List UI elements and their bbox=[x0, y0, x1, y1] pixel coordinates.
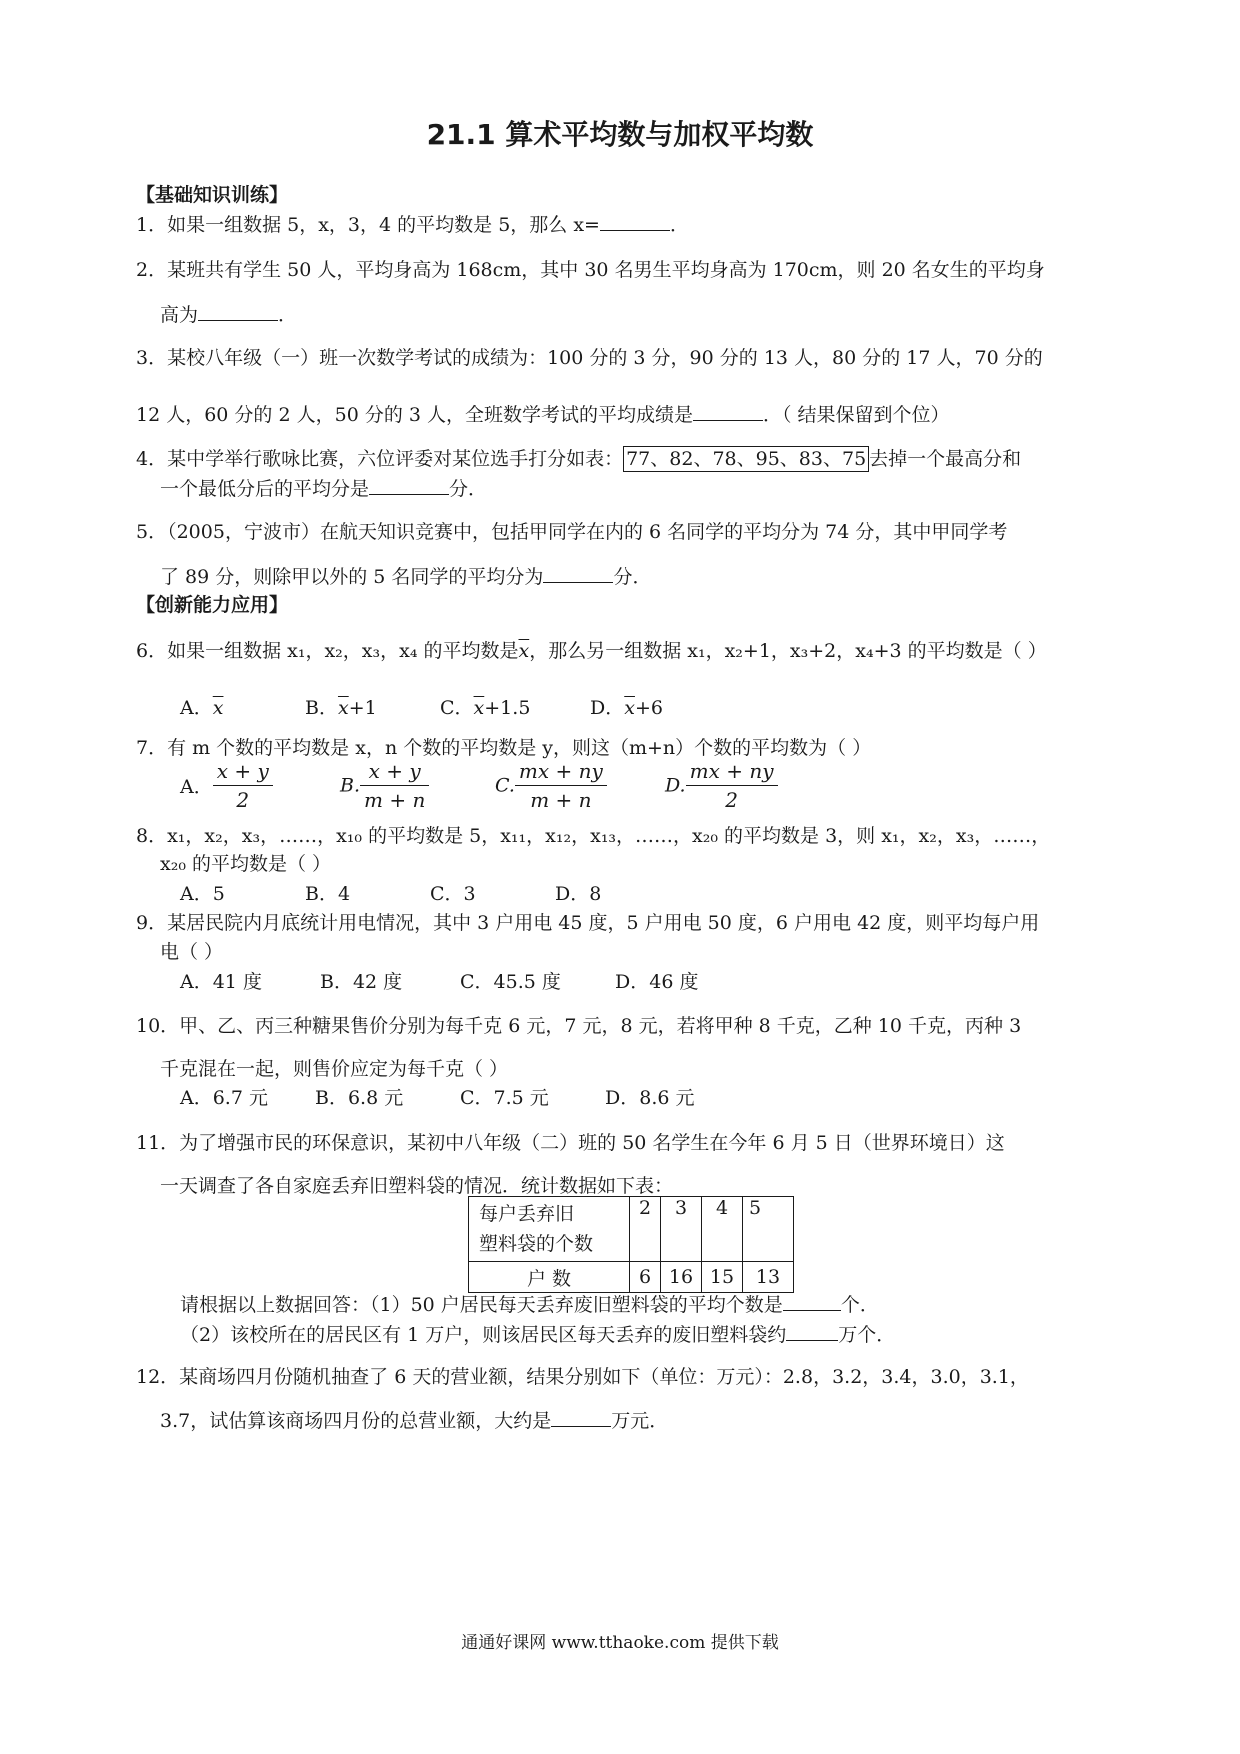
question-8-line-2: x₂₀ 的平均数是（ ） bbox=[160, 853, 332, 875]
question-3-line-2 bbox=[136, 400, 950, 427]
answer-blank bbox=[551, 1407, 611, 1427]
option-c: C．$\overline{x}+1.5$ bbox=[440, 697, 531, 719]
option-c: C. $\frac{mx + ny}{m + n}$ bbox=[495, 757, 665, 814]
option-c: C．45.5 度 bbox=[460, 971, 561, 993]
option-a: A．5 bbox=[180, 883, 225, 905]
question-12-line-2 bbox=[160, 1406, 668, 1433]
question-9-line-1: 9．某居民院内月底统计用电情况，其中 3 户用电 45 度，5 户用电 50 度，6 户用电 42 度，则平均每户用 bbox=[136, 912, 1040, 934]
question-11-sub-1 bbox=[180, 1290, 879, 1317]
table-cell: 6 bbox=[630, 1262, 661, 1293]
table-header-cell: 4 bbox=[702, 1197, 743, 1262]
question-3-text: 12 人，60 分的 2 人，50 分的 3 人，全班数学考试的平均成绩是 bbox=[136, 404, 693, 426]
question-4-text-2: 一个最低分后的平均分是 bbox=[160, 478, 370, 500]
question-4-text-tail: 去掉一个最高分和 bbox=[869, 448, 1022, 470]
option-b: B．$\overline{x}+1$ bbox=[305, 697, 377, 719]
question-8-line-1: 8．x₁，x₂，x₃，……，x₁₀ 的平均数是 5，x₁₁，x₁₂，x₁₃，……，x₂₀ 的平均数是 3，则 x₁，x₂，x₃，……， bbox=[136, 825, 1051, 847]
answer-blank bbox=[543, 563, 613, 583]
question-11-line-2: 一天调查了各自家庭丢弃旧塑料袋的情况．统计数据如下表： bbox=[160, 1175, 674, 1197]
question-2-text: 高为 bbox=[160, 304, 199, 326]
question-6-options bbox=[180, 693, 663, 720]
question-5-text: 了 89 分，则除甲以外的 5 名同学的平均分为 bbox=[160, 566, 544, 588]
answer-blank bbox=[198, 301, 278, 321]
question-10-options bbox=[180, 1083, 695, 1110]
table-cell: 13 bbox=[743, 1262, 794, 1293]
question-6 bbox=[136, 636, 1047, 663]
question-4-line-1 bbox=[136, 444, 1021, 471]
question-1-text: 1．如果一组数据 5，x，3，4 的平均数是 5，那么 x= bbox=[136, 214, 600, 236]
table-header-cell: 3 bbox=[661, 1197, 702, 1262]
option-a: A． $\frac{x + y}{2}$ bbox=[180, 757, 340, 814]
option-a: A．6.7 元 bbox=[180, 1087, 268, 1109]
answer-blank bbox=[693, 401, 763, 421]
question-5-unit: 分． bbox=[613, 566, 652, 588]
option-d: D．8.6 元 bbox=[605, 1087, 695, 1109]
question-6-text: 6．如果一组数据 x₁，x₂，x₃，x₄ 的平均数是 bbox=[136, 640, 519, 662]
answer-blank bbox=[600, 211, 670, 231]
question-11-sub-2-unit: 万个． bbox=[838, 1324, 896, 1346]
question-7: 7．有 m 个数的平均数是 x，n 个数的平均数是 y，则这（m+n）个数的平均数为（ ） bbox=[136, 737, 872, 759]
answer-blank bbox=[783, 1291, 841, 1311]
option-a: A．41 度 bbox=[180, 971, 262, 993]
option-b: B．42 度 bbox=[320, 971, 403, 993]
question-9-line-2: 电（ ） bbox=[160, 941, 224, 963]
question-4-line-2 bbox=[160, 474, 487, 501]
option-b: B．6.8 元 bbox=[315, 1087, 404, 1109]
table-header-cell: 2 bbox=[630, 1197, 661, 1262]
option-b: B. $\frac{x + y}{m + n}$ bbox=[340, 757, 495, 814]
page-title: 21.1 算术平均数与加权平均数 bbox=[426, 118, 814, 151]
question-2-line-1: 2．某班共有学生 50 人，平均身高为 168cm，其中 30 名男生平均身高为 170cm，则 20 名女生的平均身 bbox=[136, 259, 1045, 281]
question-5-line-2 bbox=[160, 562, 651, 589]
question-12-unit: 万元． bbox=[611, 1410, 669, 1432]
table-cell: 16 bbox=[661, 1262, 702, 1293]
answer-blank bbox=[369, 475, 449, 495]
question-8-options bbox=[180, 879, 601, 906]
table-cell: 15 bbox=[702, 1262, 743, 1293]
option-c: C．7.5 元 bbox=[460, 1087, 549, 1109]
section-advanced-heading: 【创新能力应用】 bbox=[136, 594, 289, 616]
question-11-sub-1-unit: 个． bbox=[840, 1294, 879, 1316]
question-2-line-2: 高为 ． bbox=[160, 300, 297, 327]
question-11-sub-2-text: （2）该校所在的居民区有 1 万户，则该居民区每天丢弃的废旧塑料袋约 bbox=[180, 1324, 787, 1346]
option-d: D. $\frac{mx + ny}{2}$ bbox=[665, 757, 778, 814]
question-5-line-1: 5．（2005，宁波市）在航天知识竞赛中，包括甲同学在内的 6 名同学的平均分为 74 分，其中甲同学考 bbox=[136, 521, 1008, 543]
table-row-label: 户 数 bbox=[469, 1262, 630, 1293]
question-10-line-2: 千克混在一起，则售价应定为每千克（ ） bbox=[160, 1058, 509, 1080]
question-1: 1．如果一组数据 5，x，3，4 的平均数是 5，那么 x= ． bbox=[136, 210, 689, 237]
option-b: B．4 bbox=[305, 883, 351, 905]
table-header-label: 每户丢弃旧 塑料袋的个数 bbox=[469, 1197, 630, 1262]
section-basic-heading: 【基础知识训练】 bbox=[136, 184, 289, 206]
scores-box: 77、82、78、95、83、75 bbox=[623, 446, 869, 472]
table-header-cell: 5 bbox=[743, 1197, 794, 1262]
question-12-text: 3.7，试估算该商场四月份的总营业额，大约是 bbox=[160, 1410, 552, 1432]
option-d: D．$\overline{x}+6$ bbox=[590, 697, 663, 719]
answer-blank bbox=[786, 1321, 838, 1341]
question-9-options bbox=[180, 967, 698, 994]
question-4-text: 4．某中学举行歌咏比赛，六位评委对某位选手打分如表： bbox=[136, 448, 624, 470]
question-4-unit: 分． bbox=[449, 478, 488, 500]
page-footer: 通通好课网 www.tthaoke.com 提供下载 bbox=[461, 1633, 779, 1653]
question-6-text-tail: ，那么另一组数据 x₁，x₂+1，x₃+2，x₄+3 的平均数是（ ） bbox=[529, 640, 1047, 662]
question-11-line-1: 11．为了增强市民的环保意识，某初中八年级（二）班的 50 名学生在今年 6 月 5 日（世界环境日）这 bbox=[136, 1132, 1005, 1154]
option-d: D．46 度 bbox=[615, 971, 699, 993]
question-7-options bbox=[180, 757, 778, 814]
question-12-line-1: 12．某商场四月份随机抽查了 6 天的营业额，结果分别如下（单位：万元）：2.8，3.2，3.4，3.0，3.1， bbox=[136, 1366, 1029, 1388]
question-11-sub-1-text: 请根据以上数据回答：（1）50 户居民每天丢弃废旧塑料袋的平均个数是 bbox=[180, 1294, 783, 1316]
option-d: D．8 bbox=[555, 883, 602, 905]
question-11-sub-2 bbox=[180, 1320, 895, 1347]
option-a: A．$\overline{x}$ bbox=[180, 697, 224, 719]
question-10-line-1: 10．甲、乙、丙三种糖果售价分别为每千克 6 元，7 元，8 元，若将甲种 8 千克，乙种 10 千克，丙种 3 bbox=[136, 1015, 1022, 1037]
option-c: C．3 bbox=[430, 883, 476, 905]
plastic-bag-table bbox=[468, 1196, 794, 1293]
question-3-note: ．（ 结果保留到个位） bbox=[763, 404, 950, 426]
question-3-line-1: 3．某校八年级（一）班一次数学考试的成绩为：100 分的 3 分，90 分的 13 人，80 分的 17 人，70 分的 bbox=[136, 347, 1043, 369]
mean-symbol: $\overline{x}$ bbox=[518, 640, 530, 662]
